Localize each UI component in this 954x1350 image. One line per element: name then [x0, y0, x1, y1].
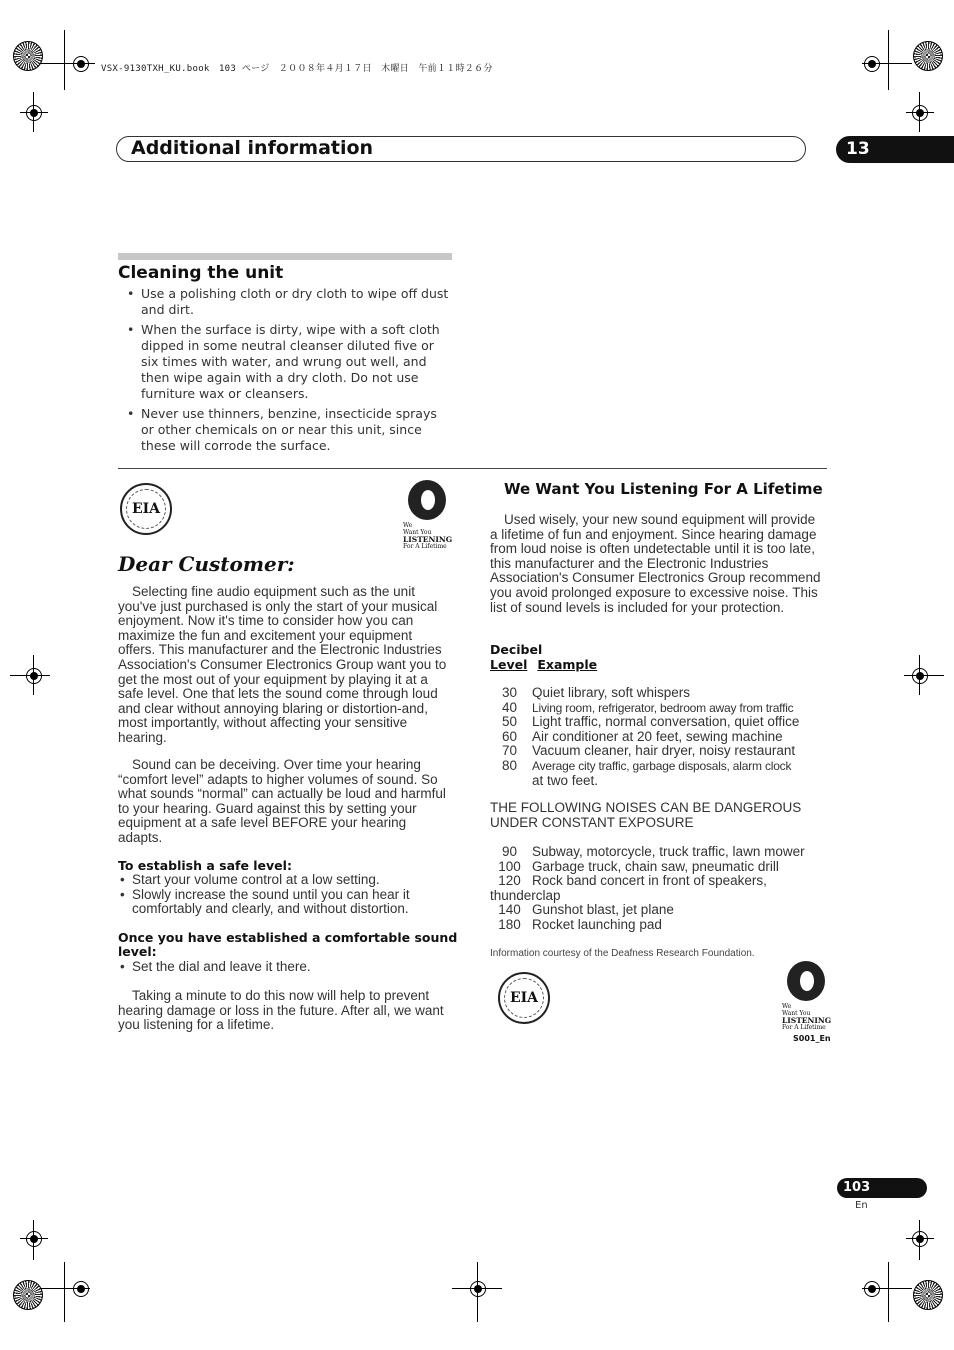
customer-paragraph-1: Selecting fine audio equipment such as the unit you've just purchased is only the start of your musical enjoyment. Now it's time to consider how you can maximize the fun and excitement your equipment offers. This manufacturer and the Electronic Industries Association's Consumer Electronics Group want you to get the most out of your equipment by playing it at a safe level. One that lets the sound come through loud and clear without annoying blaring or distortion-and, most importantly, without affecting your sensitive hearing. [118, 584, 447, 745]
greeting: Dear Customer: [118, 552, 295, 576]
listening-logo: We Want You LISTENING For A Lifetime [403, 480, 451, 548]
customer-paragraph-2: Sound can be deceiving. Over time your hearing “comfort level” adapts to higher volumes of sound. So what sounds “normal” can actually be loud and harmful to your hearing. Guard against this by setting your equipment at a safe level BEFORE your hearing adapts. [118, 757, 446, 845]
crosshair-icon [864, 1281, 880, 1297]
lifetime-intro: Used wisely, your new sound equipment will provide a lifetime of fun and enjoyment. Since hearing damage from loud noise is often undetectable until it is too late, this manufacturer and the Electronic Industries Association's Consumer Electronics Group recommend you avoid prolonged exposure to excessive noise. This list of sound levels is included for your protection. [490, 512, 821, 615]
table-row: 50 Light traffic, normal conversation, quiet office [501, 714, 800, 730]
table-row: 70 Vacuum cleaner, hair dryer, noisy restaurant [501, 743, 796, 759]
language-code: En [855, 1200, 868, 1211]
list-item: • Use a polishing cloth or dry cloth to wipe off dust and dirt. [127, 286, 453, 318]
chapter-title: Additional information [131, 137, 374, 159]
table-row: 80 Average city traffic, garbage disposals, alarm clock [501, 757, 792, 773]
table-row: 140 Gunshot blast, jet plane [498, 902, 674, 918]
table-header [490, 657, 597, 672]
list-item: • Never use thinners, benzine, insecticide sprays or other chemicals on or near this unit, since these will corrode the surface. [127, 406, 453, 454]
customer-paragraph-3: Taking a minute to do this now will help to prevent hearing damage or loss in the future. After all, we want you listening for a lifetime. [118, 988, 444, 1033]
crosshair-icon [73, 56, 89, 72]
level-header: Level [490, 657, 528, 672]
crosshair-icon [912, 1231, 928, 1247]
table-row: at two feet. [532, 772, 599, 788]
table-row: 90 Subway, motorcycle, truck traffic, lawn mower [501, 844, 805, 859]
table-row: 120 Rock band concert in front of speakers, [498, 873, 767, 889]
lifetime-title: We Want You Listening For A Lifetime [504, 480, 823, 498]
table-row: thunderclap [490, 887, 561, 903]
crosshair-icon [864, 56, 880, 72]
eia-logo: EIA [498, 972, 550, 1024]
section-divider [118, 468, 827, 469]
danger-table [487, 845, 827, 933]
chapter-number: 13 [846, 139, 870, 159]
listening-logo: We Want You LISTENING For A Lifetime [782, 961, 830, 1029]
table-row: 30 Quiet library, soft whispers [501, 685, 691, 700]
decibel-table [487, 686, 827, 788]
danger-text: THE FOLLOWING NOISES CAN BE DANGEROUS UNDER CONSTANT EXPOSURE [490, 800, 802, 830]
list-item: • Set the dial and leave it there. [118, 960, 451, 975]
table-row: 40 Living room, refrigerator, bedroom away from traffic [501, 699, 794, 715]
cleaning-title: Cleaning the unit [118, 263, 284, 283]
list-item: • Start your volume control at a low setting. [118, 873, 451, 888]
registration-circle-icon [913, 41, 943, 71]
example-header: Example [537, 657, 598, 672]
crosshair-icon [912, 105, 928, 121]
registration-circle-icon [13, 1280, 43, 1310]
table-row: 60 Air conditioner at 20 feet, sewing machine [501, 728, 783, 744]
crosshair-icon [73, 1281, 89, 1297]
page-number: 103 [843, 1180, 871, 1195]
cleaning-list [127, 286, 453, 458]
comfort-level-list [118, 960, 451, 975]
comfort-level-heading: Once you have established a comfortable sound level: [118, 930, 458, 959]
crosshair-icon [26, 1231, 42, 1247]
crosshair-icon [912, 668, 928, 684]
safe-level-list [118, 873, 451, 917]
crosshair-icon [26, 668, 42, 684]
decibel-heading: Decibel [490, 642, 543, 657]
table-row: 180 Rocket launching pad [498, 916, 662, 932]
crosshair-icon [26, 105, 42, 121]
crosshair-icon [470, 1281, 486, 1297]
document-code: S001_En [793, 1034, 831, 1043]
print-header-note: VSX-9130TXH_KU.book 103 ページ ２００８年４月１７日 木曜日 午前１１時２６分 [101, 64, 493, 74]
credit-note: Information courtesy of the Deafness Research Foundation. [490, 948, 755, 959]
section-bar [118, 253, 452, 260]
table-row: 100 Garbage truck, chain saw, pneumatic drill [498, 858, 779, 874]
list-item: • Slowly increase the sound until you can hear it comfortably and clearly, and without distortion. [118, 888, 451, 917]
eia-logo: EIA [120, 483, 172, 535]
registration-circle-icon [913, 1280, 943, 1310]
safe-level-heading: To establish a safe level: [118, 858, 292, 873]
registration-circle-icon [13, 41, 43, 71]
list-item: • When the surface is dirty, wipe with a soft cloth dipped in some neutral cleanser diluted five or six times with water, and wrung out well, and then wipe again with a dry cloth. Do not use furniture wax or cleansers. [127, 322, 453, 402]
